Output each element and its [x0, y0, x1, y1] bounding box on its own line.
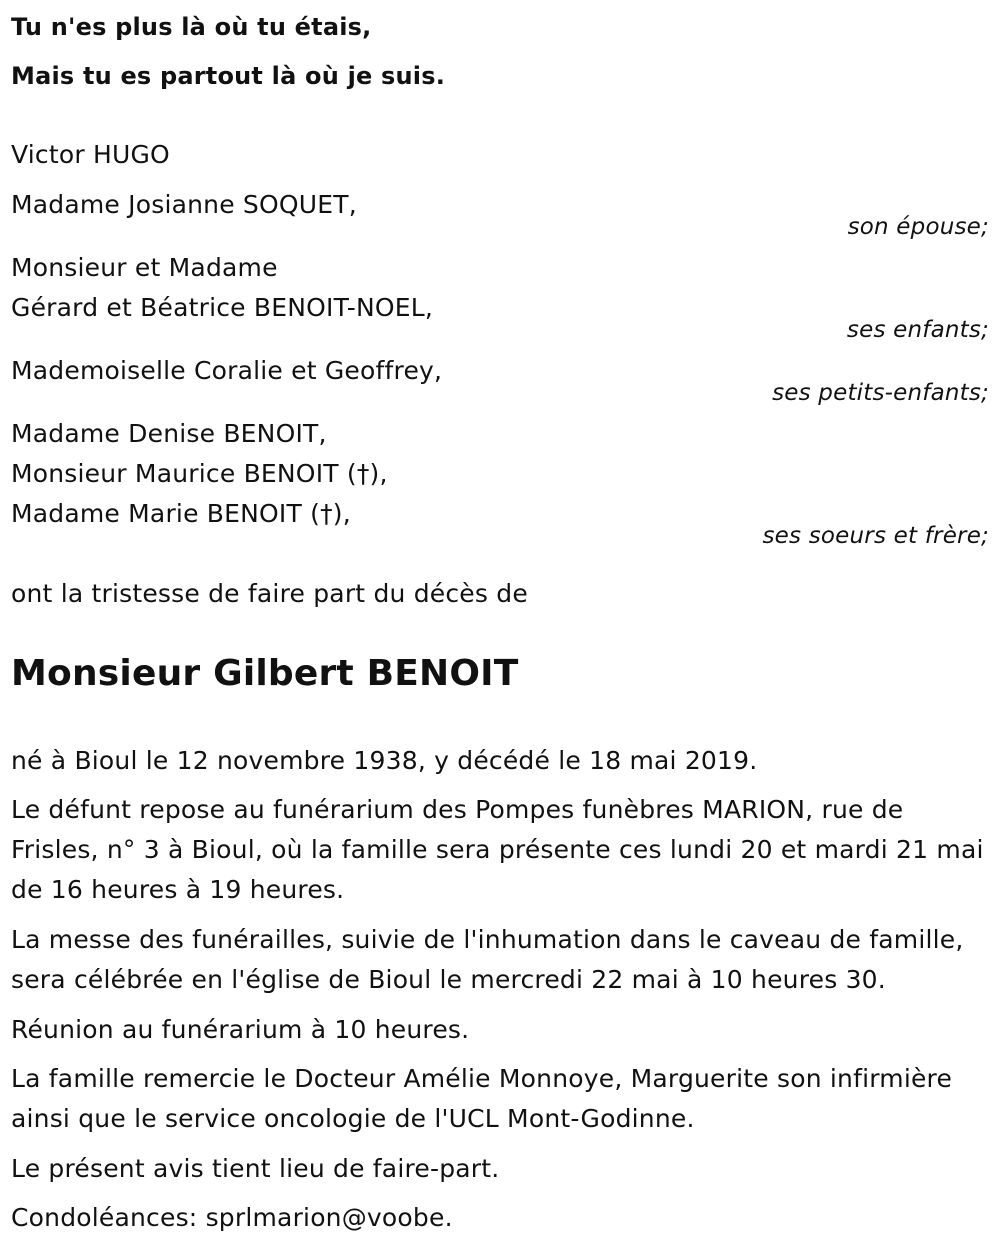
family-member-line: Monsieur et Madame: [11, 253, 278, 282]
relation-label: ses petits-enfants;: [772, 380, 989, 406]
funerarium-paragraph: Le défunt repose au funérarium des Pompes funèbres MARION, rue de Frisles, n° 3 à Bioul, où la famille sera présente ces lundi 20 et mardi 21 mai de 16 heures à 19 heures.: [11, 795, 984, 904]
reunion-paragraph: Réunion au funérarium à 10 heures.: [11, 1015, 470, 1044]
family-member-line: Monsieur Maurice BENOIT (†),: [11, 459, 388, 488]
deceased-name: Monsieur Gilbert BENOIT: [11, 653, 519, 694]
relation-label: ses enfants;: [846, 317, 989, 343]
family-member-line: Gérard et Béatrice BENOIT-NOEL,: [11, 293, 434, 322]
thanks-paragraph: La famille remercie le Docteur Amélie Monnoye, Marguerite son infirmière ainsi que le service oncologie de l'UCL Mont-Godinne.: [11, 1064, 953, 1133]
family-member-line: Madame Marie BENOIT (†),: [11, 499, 351, 528]
family-member-line: Madame Josianne SOQUET,: [11, 190, 357, 219]
birth-death-paragraph: né à Bioul le 12 novembre 1938, y décédé le 18 mai 2019.: [11, 746, 758, 775]
relation-label: son épouse;: [847, 214, 989, 240]
funeral-mass-paragraph: La messe des funérailles, suivie de l'inhumation dans le caveau de famille, sera célébrée en l'église de Bioul le mercredi 22 mai à 10 heures 30.: [11, 925, 964, 994]
quote-line-1: Tu n'es plus là où tu étais,: [11, 13, 372, 41]
family-member-line: Mademoiselle Coralie et Geoffrey,: [11, 356, 443, 385]
announcement-text: ont la tristesse de faire part du décès de: [11, 579, 528, 608]
relation-label: ses soeurs et frère;: [762, 523, 989, 549]
quote-author: Victor HUGO: [11, 140, 170, 169]
notice-paragraph: Le présent avis tient lieu de faire-part.: [11, 1154, 500, 1183]
condolences-paragraph: Condoléances: sprlmarion@voobe.: [11, 1203, 453, 1232]
quote-line-2: Mais tu es partout là où je suis.: [11, 62, 446, 90]
family-member-line: Madame Denise BENOIT,: [11, 419, 327, 448]
